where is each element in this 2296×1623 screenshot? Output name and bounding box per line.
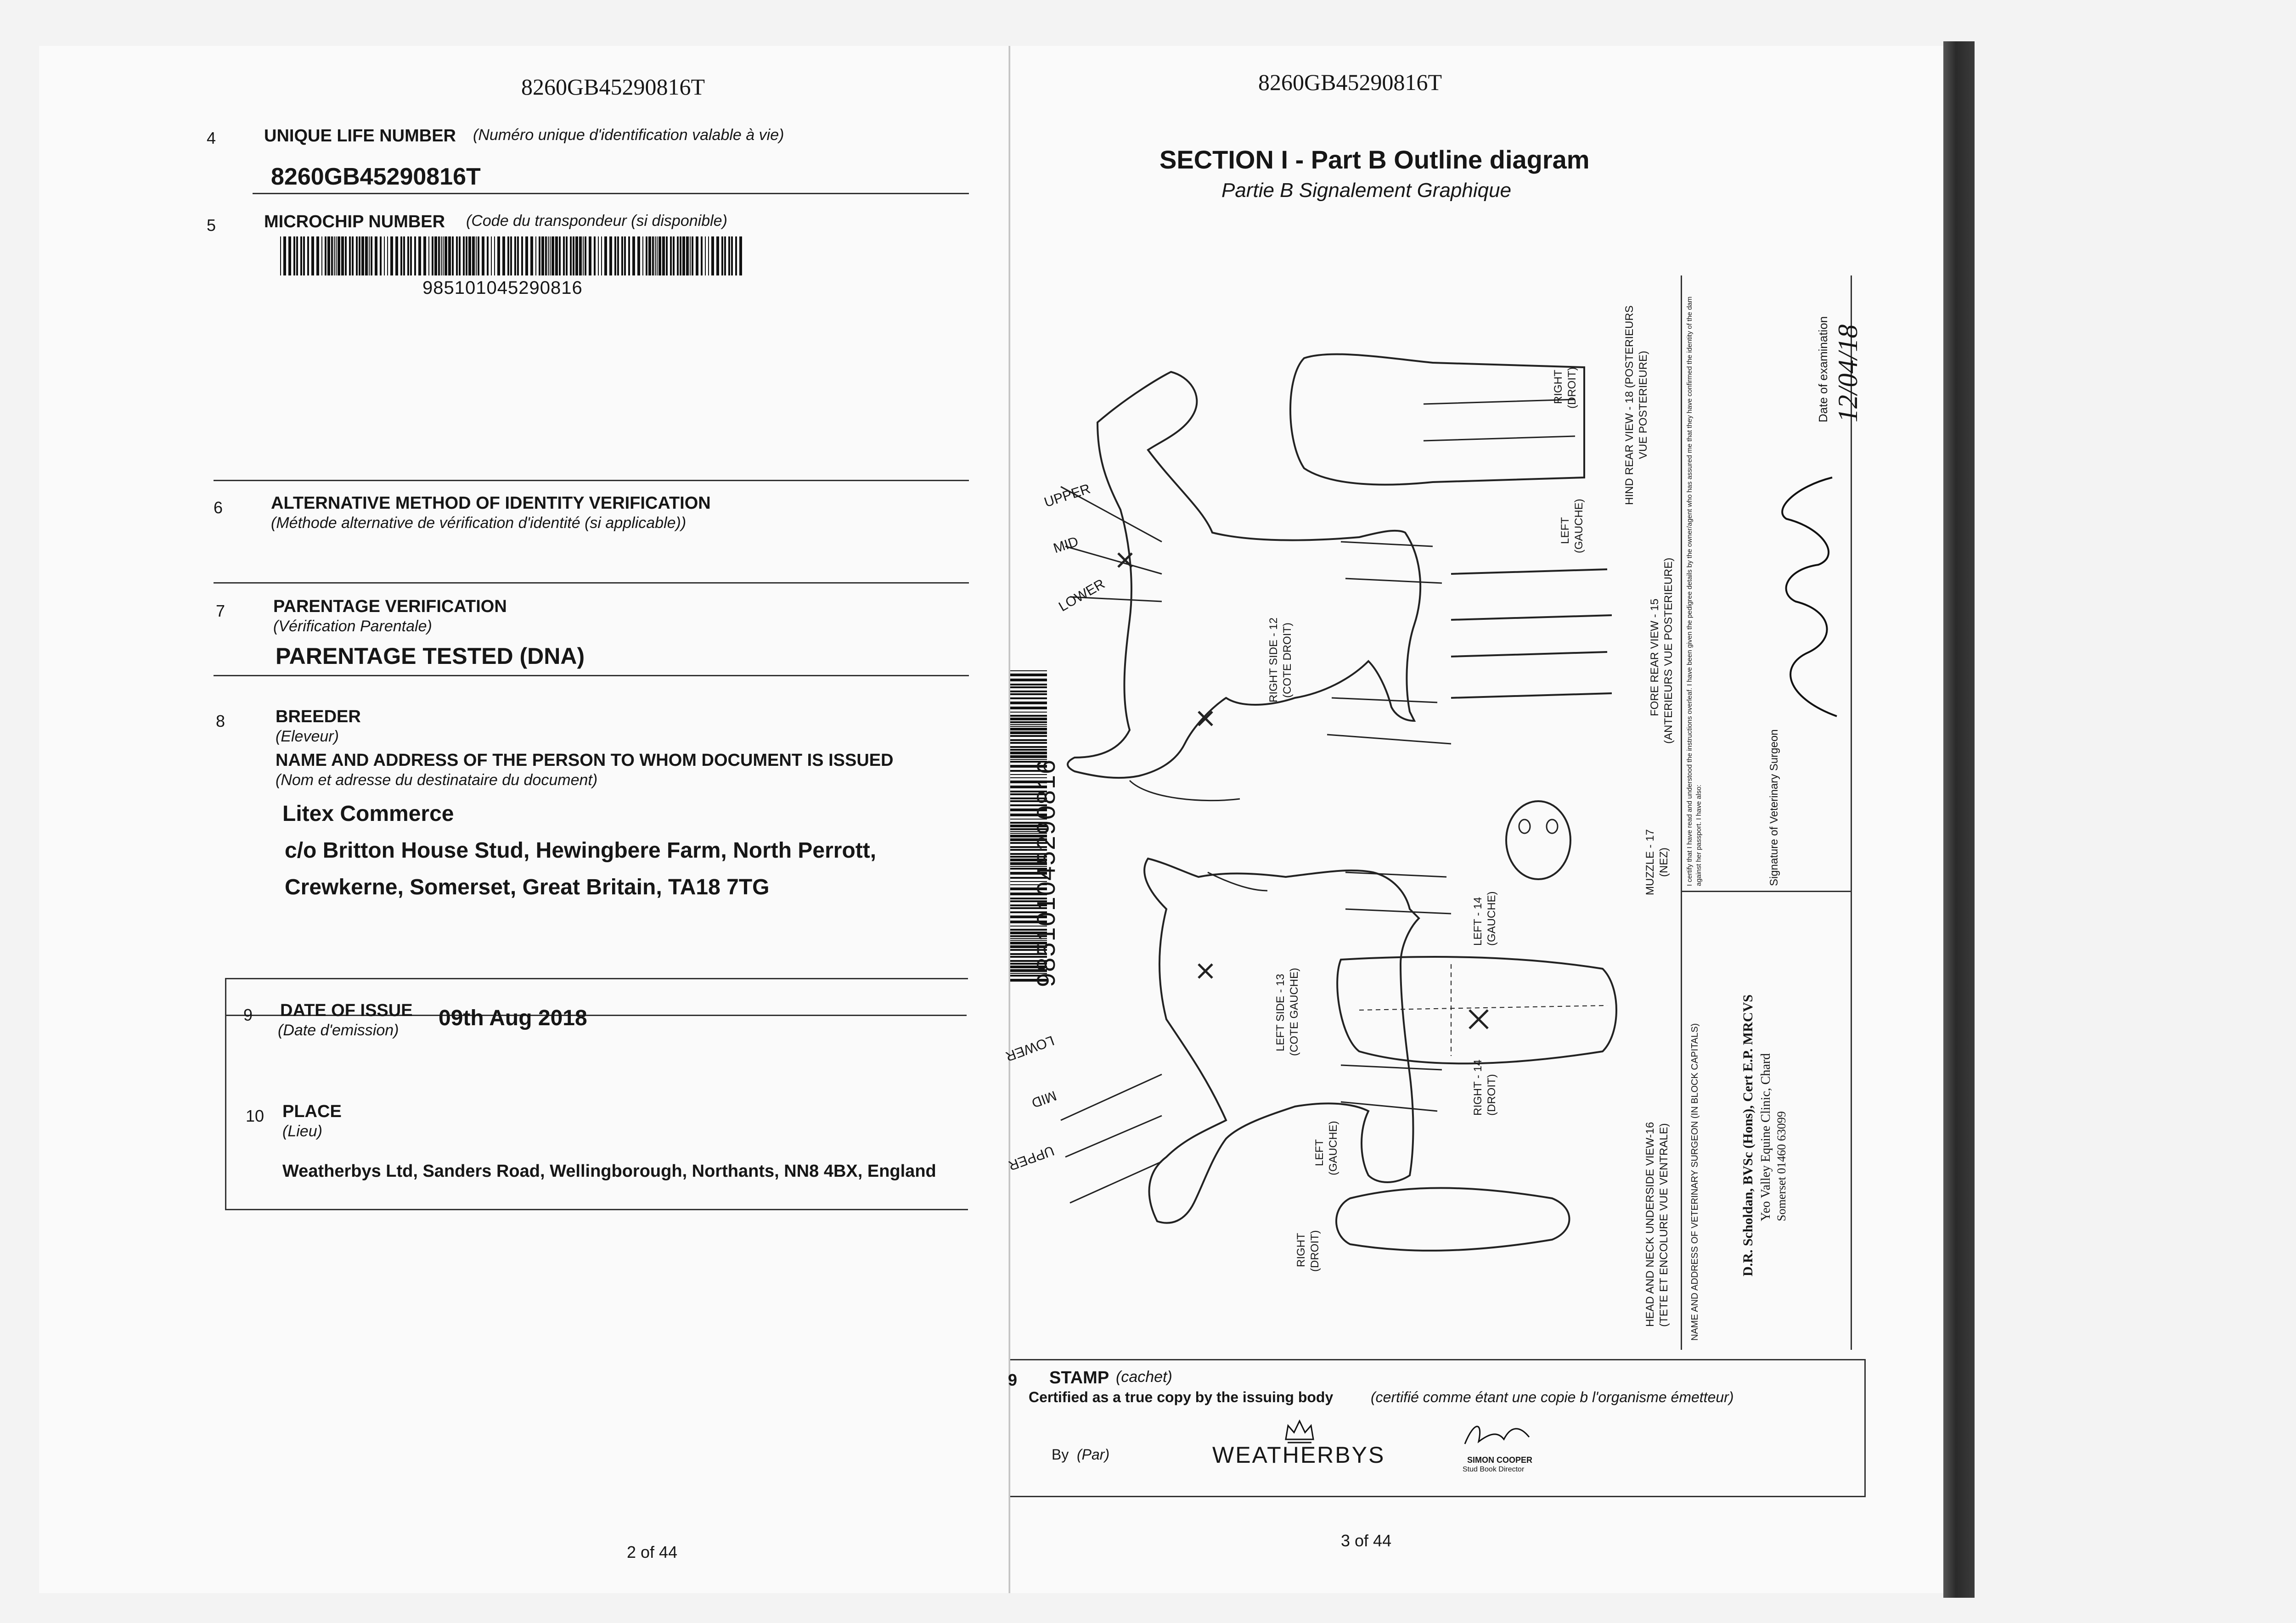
- barcode-bar: [628, 236, 630, 275]
- alt-identity-label-fr: (Méthode alternative de vérification d'identité (si applicable)): [271, 514, 687, 532]
- barcode-bar: [463, 236, 465, 275]
- owner-name: Litex Commerce: [282, 802, 454, 826]
- barcode-bar: [371, 236, 372, 275]
- place-label: PLACE: [282, 1102, 342, 1121]
- barcode-bar: [696, 236, 698, 275]
- view-label-right-side: RIGHT SIDE - 12: [1267, 618, 1280, 702]
- barcode-bar: [369, 236, 370, 275]
- barcode-bar: [670, 236, 672, 275]
- barcode-bar: [441, 236, 442, 275]
- barcode-bar: [341, 236, 344, 275]
- barcode-bar: [459, 236, 461, 275]
- view-label-left-14-fr: (GAUCHE): [1486, 891, 1498, 946]
- divider: [214, 675, 969, 676]
- binder-edge: [1943, 41, 1975, 1598]
- barcode-bar: [646, 236, 647, 275]
- issued-to-label: NAME AND ADDRESS OF THE PERSON TO WHOM DOCUMENT IS ISSUED: [276, 751, 894, 770]
- field-number: 4: [207, 129, 216, 147]
- breeder-label-fr: (Eleveur): [276, 728, 339, 745]
- signer-name: SIMON COOPER: [1467, 1455, 1533, 1465]
- barcode-bar: [407, 236, 409, 275]
- date-of-issue-label: DATE OF ISSUE: [280, 1001, 413, 1020]
- barcode-bar: [414, 236, 416, 275]
- vet-phone: Somerset 01460 63099: [1775, 1111, 1788, 1221]
- by-label: By: [1052, 1446, 1069, 1463]
- parentage-verification-value: PARENTAGE TESTED (DNA): [276, 643, 585, 669]
- barcode-bar: [609, 236, 612, 275]
- barcode-bar: [680, 236, 681, 275]
- microchip-barcode-text: 985101045290816: [422, 278, 583, 298]
- view-label-left-fr: (GAUCHE): [1327, 1121, 1339, 1175]
- barcode-bar: [456, 236, 458, 275]
- barcode-bar: [594, 236, 596, 275]
- view-label-head-neck-fr: (TETE ET ENCOLURE VUE VENTRALE): [1658, 1123, 1670, 1327]
- barcode-bar: [617, 236, 619, 275]
- barcode-bar: [690, 236, 691, 275]
- date-of-examination-value: 12/04/18: [1833, 324, 1863, 422]
- by-label-fr: (Par): [1077, 1446, 1110, 1463]
- barcode-bar: [359, 236, 360, 275]
- vet-name-stamp: D.R. Scholdan, BVSc (Hons), Cert E.P. MRCVS: [1740, 994, 1756, 1276]
- field-number: 10: [246, 1106, 264, 1125]
- barcode-bar: [452, 236, 454, 275]
- barcode-bar: [507, 236, 509, 275]
- barcode-bar: [589, 236, 591, 275]
- barcode-bar: [478, 236, 479, 275]
- barcode-bar: [331, 236, 333, 275]
- barcode-bar: [535, 236, 536, 275]
- barcode-bar: [686, 236, 689, 275]
- vet-signature-label: Signature of Veterinary Surgeon: [1768, 729, 1780, 886]
- barcode-bar: [307, 236, 309, 275]
- signer-title: Stud Book Director: [1463, 1466, 1525, 1473]
- barcode-bar: [476, 236, 477, 275]
- passport-page-left: [39, 46, 1010, 1593]
- unique-life-number-label: UNIQUE LIFE NUMBER: [264, 126, 456, 146]
- barcode-bar: [614, 236, 616, 275]
- barcode-bar: [288, 236, 291, 275]
- barcode-bar: [491, 236, 492, 275]
- barcode-bar: [361, 236, 364, 275]
- view-label-left-side-fr: (COTE GAUCHE): [1288, 968, 1300, 1056]
- view-label-right-fr: (DROIT): [1566, 367, 1578, 409]
- divider: [253, 193, 969, 194]
- barcode-bar: [321, 236, 322, 275]
- barcode-bar: [545, 236, 547, 275]
- barcode-bar: [648, 236, 651, 275]
- barcode-bar: [673, 236, 675, 275]
- barcode-bar: [721, 236, 723, 275]
- neck-label-mid: MID: [1030, 1087, 1058, 1111]
- barcode-bar: [735, 236, 737, 275]
- barcode-bar: [711, 236, 714, 275]
- barcode-bar: [443, 236, 444, 275]
- barcode-bar: [296, 236, 298, 275]
- barcode-bar: [352, 236, 354, 275]
- page-number: 2 of 44: [627, 1543, 678, 1561]
- barcode-bar: [530, 236, 533, 275]
- barcode-bar: [624, 236, 626, 275]
- barcode-bar: [438, 236, 440, 275]
- barcode-bar: [563, 236, 565, 275]
- barcode-bar: [300, 236, 302, 275]
- crown-crest-icon: [1281, 1416, 1318, 1444]
- barcode-bar: [666, 236, 668, 275]
- view-label-head-neck: HEAD AND NECK UNDERSIDE VIEW-16: [1644, 1122, 1656, 1327]
- barcode-bar: [559, 236, 561, 275]
- barcode-bar: [655, 236, 656, 275]
- field-number: 5: [207, 216, 216, 235]
- horse-right-side-outline: [1068, 372, 1420, 778]
- weatherbys-brand: WEATHERBYS: [1212, 1442, 1385, 1468]
- barcode-bar: [375, 236, 377, 275]
- date-of-examination-label: Date of examination: [1816, 316, 1830, 422]
- barcode-bar: [283, 236, 286, 275]
- barcode-bar: [708, 236, 709, 275]
- barcode-bar: [387, 236, 388, 275]
- parentage-verification-label-fr: (Vérification Parentale): [273, 618, 432, 635]
- barcode-bar: [652, 236, 654, 275]
- barcode-bar: [514, 236, 516, 275]
- vet-practice: Yeo Valley Equine Clinic, Chard: [1759, 1053, 1773, 1221]
- microchip-number-label-fr: (Code du transpondeur (si disponible): [466, 212, 727, 230]
- field-number: 7: [216, 601, 225, 620]
- parentage-verification-label: PARENTAGE VERIFICATION: [273, 597, 507, 616]
- stamp-label: STAMP: [1049, 1368, 1109, 1387]
- page-number: 3 of 44: [1341, 1531, 1392, 1550]
- place-label-fr: (Lieu): [282, 1123, 322, 1140]
- vet-panel-border: [1681, 275, 1682, 1350]
- barcode-bar: [466, 236, 467, 275]
- date-of-issue-label-fr: (Date d'emission): [278, 1022, 399, 1039]
- neck-label-upper: UPPER: [1042, 481, 1092, 511]
- vet-panel-border: [1851, 275, 1852, 1350]
- barcode-bar: [604, 236, 607, 275]
- barcode-bar: [418, 236, 421, 275]
- microchip-barcode: [280, 236, 744, 278]
- barcode-bar: [390, 236, 393, 275]
- stamp-label-fr: (cachet): [1116, 1368, 1172, 1386]
- barcode-bar: [521, 236, 523, 275]
- barcode-bar: [573, 236, 574, 275]
- barcode-bar: [338, 236, 340, 275]
- barcode-bar: [472, 236, 475, 275]
- divider: [214, 480, 969, 481]
- barcode-bar: [525, 236, 528, 275]
- unique-life-number-value: 8260GB45290816T: [271, 163, 481, 190]
- barcode-bar: [575, 236, 578, 275]
- neck-label-upper: UPPER: [1006, 1142, 1056, 1174]
- place-value: Weatherbys Ltd, Sanders Road, Wellingborough, Northants, NN8 4BX, England: [282, 1162, 936, 1181]
- view-label-left-fr: (GAUCHE): [1573, 499, 1585, 553]
- neck-label-lower: LOWER: [1003, 1032, 1056, 1064]
- barcode-bar: [494, 236, 495, 275]
- view-label-fore-rear-fr: (ANTERIEURS VUE POSTERIEURE): [1662, 557, 1675, 744]
- barcode-bar: [579, 236, 582, 275]
- barcode-bar: [316, 236, 319, 275]
- barcode-bar: [637, 236, 640, 275]
- barcode-bar: [739, 236, 742, 275]
- barcode-bar: [432, 236, 433, 275]
- barcode-bar: [601, 236, 602, 275]
- field-number: 8: [216, 712, 225, 730]
- header-id: 8260GB45290816T: [1258, 69, 1442, 95]
- barcode-bar: [293, 236, 295, 275]
- view-label-hind-rear: HIND REAR VIEW - 18 (POSTERIEURS: [1623, 305, 1636, 505]
- owner-address-line1: c/o Britton House Stud, Hewingbere Farm, North Perrott,: [285, 838, 877, 863]
- barcode-bar: [510, 236, 512, 275]
- barcode-bar: [728, 236, 730, 275]
- field-number: 9: [243, 1005, 253, 1024]
- barcode-bar: [551, 236, 554, 275]
- barcode-bar: [502, 236, 505, 275]
- barcode-bar: [541, 236, 544, 275]
- barcode-bar: [548, 236, 549, 275]
- field-number: 9: [1008, 1370, 1018, 1389]
- barcode-bar: [428, 236, 429, 275]
- certified-copy-text: Certified as a true copy by the issuing body: [1029, 1389, 1334, 1405]
- field-number: 6: [214, 498, 223, 517]
- view-label-left: LEFT: [1313, 1139, 1326, 1166]
- microchip-number-label: MICROCHIP NUMBER: [264, 212, 445, 231]
- view-label-muzzle-fr: (NEZ): [1658, 848, 1670, 877]
- section-title: SECTION I - Part B Outline diagram: [1159, 145, 1590, 174]
- unique-life-number-label-fr: (Numéro unique d'identification valable à vie): [473, 126, 784, 144]
- barcode-bar: [349, 236, 351, 275]
- barcode-bar: [395, 236, 398, 275]
- barcode-bar: [642, 236, 643, 275]
- barcode-bar: [598, 236, 599, 275]
- barcode-bar: [677, 236, 679, 275]
- view-label-right: RIGHT: [1552, 370, 1564, 404]
- barcode-bar: [539, 236, 540, 275]
- barcode-bar: [705, 236, 706, 275]
- neck-label-mid: MID: [1052, 534, 1080, 556]
- barcode-bar: [423, 236, 426, 275]
- barcode-bar: [445, 236, 447, 275]
- barcode-bar: [682, 236, 685, 275]
- view-label-right-fr: (DROIT): [1309, 1230, 1321, 1272]
- barcode-bar: [658, 236, 661, 275]
- barcode-bar: [482, 236, 484, 275]
- barcode-bar: [632, 236, 635, 275]
- fore-rear-view-outline: [1451, 569, 1612, 698]
- barcode-bar: [303, 236, 305, 275]
- barcode-bar: [400, 236, 402, 275]
- breeder-label: BREEDER: [276, 707, 361, 726]
- barcode-bar: [583, 236, 584, 275]
- barcode-bar: [662, 236, 665, 275]
- barcode-bar: [327, 236, 330, 275]
- barcode-bar: [701, 236, 703, 275]
- passport-page-right: [1003, 46, 1945, 1593]
- barcode-bar: [657, 236, 658, 275]
- barcode-bar: [566, 236, 568, 275]
- view-label-hind-rear-fr: VUE POSTERIEURE): [1637, 350, 1649, 459]
- view-label-left-14: LEFT - 14: [1472, 897, 1484, 946]
- view-label-left: LEFT: [1559, 517, 1571, 544]
- stud-book-director-signature: [1460, 1416, 1534, 1453]
- header-id: 8260GB45290816T: [521, 74, 705, 100]
- barcode-bar: [468, 236, 471, 275]
- head-underside-outline: [1336, 1188, 1570, 1251]
- barcode-bar: [356, 236, 358, 275]
- view-label-right: RIGHT: [1295, 1233, 1307, 1267]
- barcode-bar: [550, 236, 551, 275]
- barcode-bar: [555, 236, 558, 275]
- muzzle-outline: [1506, 801, 1570, 879]
- barcode-bar: [403, 236, 405, 275]
- vet-name-address-label: NAME AND ADDRESS OF VETERINARY SURGEON (IN BLOCK CAPITALS): [1690, 1023, 1700, 1341]
- barcode-bar: [716, 236, 719, 275]
- view-label-right-side-fr: (COTE DROIT): [1281, 623, 1294, 698]
- barcode-bar: [380, 236, 382, 275]
- barcode-bar: [585, 236, 586, 275]
- view-label-left-side: LEFT SIDE - 13: [1274, 974, 1287, 1051]
- date-of-issue-value: 09th Aug 2018: [439, 1006, 587, 1030]
- divider: [1681, 891, 1852, 892]
- barcode-bar: [311, 236, 314, 275]
- view-label-right-14-fr: (DROIT): [1486, 1074, 1498, 1116]
- barcode-bar: [345, 236, 347, 275]
- section-subtitle: Partie B Signalement Graphique: [1221, 179, 1512, 202]
- barcode-bar: [621, 236, 623, 275]
- vet-certification-text: I certify that I have read and understood the instructions overleaf. I have been given the pedigree details by the owner/agent who has assured me that they have confirmed the identity of the dam against her passport. I have also:: [1686, 296, 1703, 886]
- view-label-fore-rear: FORE REAR VIEW - 15: [1649, 598, 1661, 716]
- barcode-bar: [334, 236, 335, 275]
- view-label-right-14: RIGHT - 14: [1472, 1059, 1484, 1116]
- alt-identity-label: ALTERNATIVE METHOD OF IDENTITY VERIFICATION: [271, 494, 711, 513]
- issued-to-label-fr: (Nom et adresse du destinataire du document): [276, 771, 598, 789]
- barcode-bar: [448, 236, 451, 275]
- barcode-bar: [517, 236, 519, 275]
- vertical-barcode-text: 985101045290816: [1031, 758, 1060, 987]
- barcode-bar: [410, 236, 412, 275]
- barcode-bar: [692, 236, 693, 275]
- barcode-bar: [434, 236, 437, 275]
- barcode-bar: [487, 236, 489, 275]
- barcode-bar: [497, 236, 500, 275]
- barcode-bar: [325, 236, 326, 275]
- owner-address-line2: Crewkerne, Somerset, Great Britain, TA18 7TG: [285, 875, 770, 899]
- barcode-bar: [384, 236, 385, 275]
- vet-signature: [1768, 459, 1846, 735]
- divider: [214, 582, 969, 584]
- hind-rear-view-outline: [1290, 354, 1584, 484]
- front-view-outline: [1337, 957, 1616, 1063]
- barcode-bar: [724, 236, 726, 275]
- barcode-bar: [280, 236, 281, 275]
- certified-copy-text-fr: (certifié comme étant une copie b l'organisme émetteur): [1371, 1389, 1734, 1405]
- barcode-bar: [570, 236, 572, 275]
- barcode-bar: [731, 236, 733, 275]
- view-label-muzzle: MUZZLE - 17: [1644, 829, 1656, 895]
- barcode-bar: [336, 236, 337, 275]
- barcode-bar: [365, 236, 368, 275]
- neck-label-lower: LOWER: [1056, 576, 1108, 615]
